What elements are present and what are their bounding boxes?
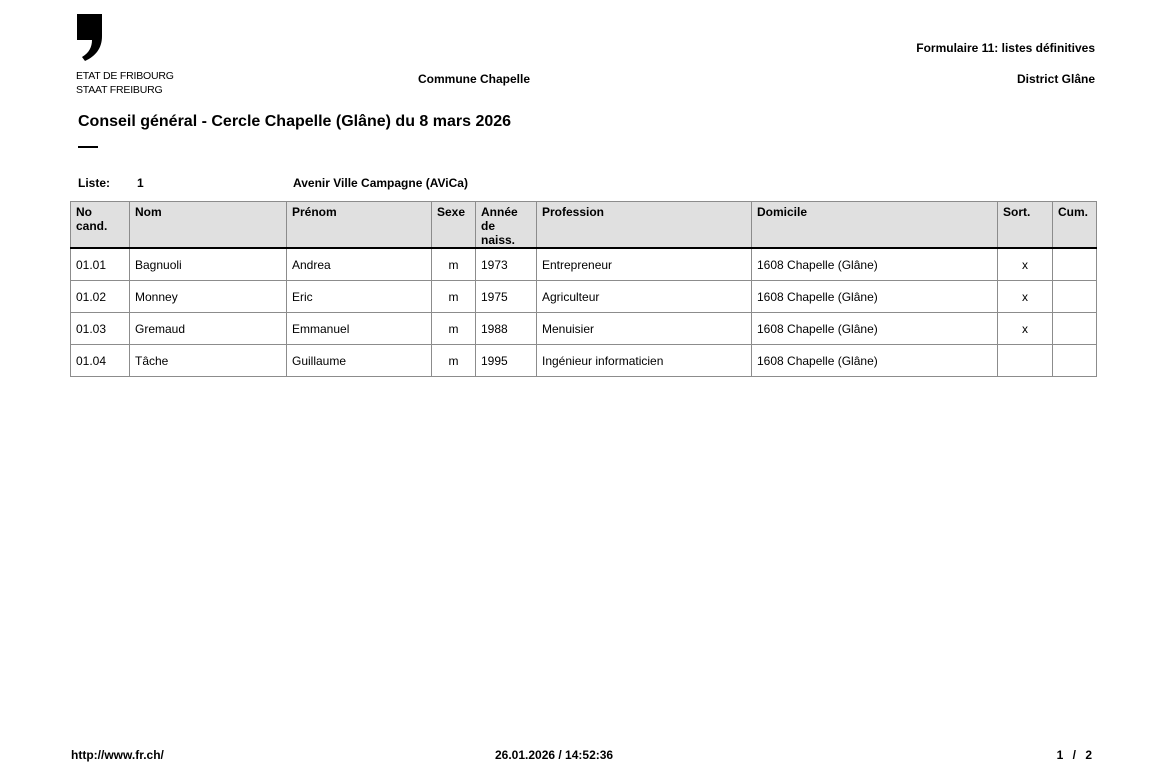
logo-text-line1: ETAT DE FRIBOURG [76,70,174,82]
list-name: Avenir Ville Campagne (AViCa) [293,176,468,190]
cell-annee: 1988 [476,313,537,345]
cell-sexe: m [432,313,476,345]
table-row [71,281,1097,313]
cell-domicile: 1608 Chapelle (Glâne) [752,248,998,281]
cell-sexe: m [432,281,476,313]
cell-prenom: Andrea [287,248,432,281]
cell-prenom: Emmanuel [287,313,432,345]
cell-no: 01.01 [71,248,130,281]
cell-sort: x [998,281,1053,313]
cell-nom: Bagnuoli [130,248,287,281]
cell-cum [1053,313,1097,345]
col-header-cum: Cum. [1053,202,1097,249]
table-row [71,313,1097,345]
cell-sexe: m [432,248,476,281]
cell-sort: x [998,313,1053,345]
col-header-domicile: Domicile [752,202,998,249]
commune-label: Commune Chapelle [418,72,531,86]
cell-prenom: Guillaume [287,345,432,377]
cell-sexe: m [432,345,476,377]
footer-datetime: 26.01.2026 / 14:52:36 [495,748,614,762]
cell-prenom: Eric [287,281,432,313]
page-title: Conseil général - Cercle Chapelle (Glâne) du 8 mars 2026 [78,113,512,130]
footer-url-link[interactable]: http://www.fr.ch/ [71,748,164,762]
table-row [71,345,1097,377]
cell-annee: 1973 [476,248,537,281]
cell-sort [998,345,1053,377]
cell-profession: Entrepreneur [537,248,752,281]
cell-no: 01.03 [71,313,130,345]
cell-nom: Monney [130,281,287,313]
form-title: Formulaire 11: listes définitives [916,41,1095,55]
cell-annee: 1975 [476,281,537,313]
cell-domicile: 1608 Chapelle (Glâne) [752,281,998,313]
col-header-sort: Sort. [998,202,1053,249]
col-header-no: No cand. [71,202,130,249]
cell-profession: Menuisier [537,313,752,345]
col-header-annee: Année de naiss. [476,202,537,249]
col-header-nom: Nom [130,202,287,249]
title-divider [78,146,98,148]
list-label: Liste: [78,176,111,190]
cell-no: 01.02 [71,281,130,313]
cell-nom: Gremaud [130,313,287,345]
col-header-prenom: Prénom [287,202,432,249]
logo-text-line2: STAAT FREIBURG [76,84,163,96]
cell-profession: Ingénieur informaticien [537,345,752,377]
cell-no: 01.04 [71,345,130,377]
cell-domicile: 1608 Chapelle (Glâne) [752,313,998,345]
cell-domicile: 1608 Chapelle (Glâne) [752,345,998,377]
candidates-table [70,201,1097,377]
cell-nom: Tâche [130,345,287,377]
table-header-row [71,202,1097,249]
cell-cum [1053,345,1097,377]
list-number: 1 [137,176,144,190]
cell-cum [1053,248,1097,281]
table-row [71,248,1097,281]
col-header-profession: Profession [537,202,752,249]
footer-page-number: 1 / 2 [1056,748,1092,762]
cell-annee: 1995 [476,345,537,377]
cell-sort: x [998,248,1053,281]
district-label: District Glâne [1016,72,1095,86]
col-header-sexe: Sexe [432,202,476,249]
cell-cum [1053,281,1097,313]
cell-profession: Agriculteur [537,281,752,313]
fribourg-comma-logo-icon [76,14,104,62]
